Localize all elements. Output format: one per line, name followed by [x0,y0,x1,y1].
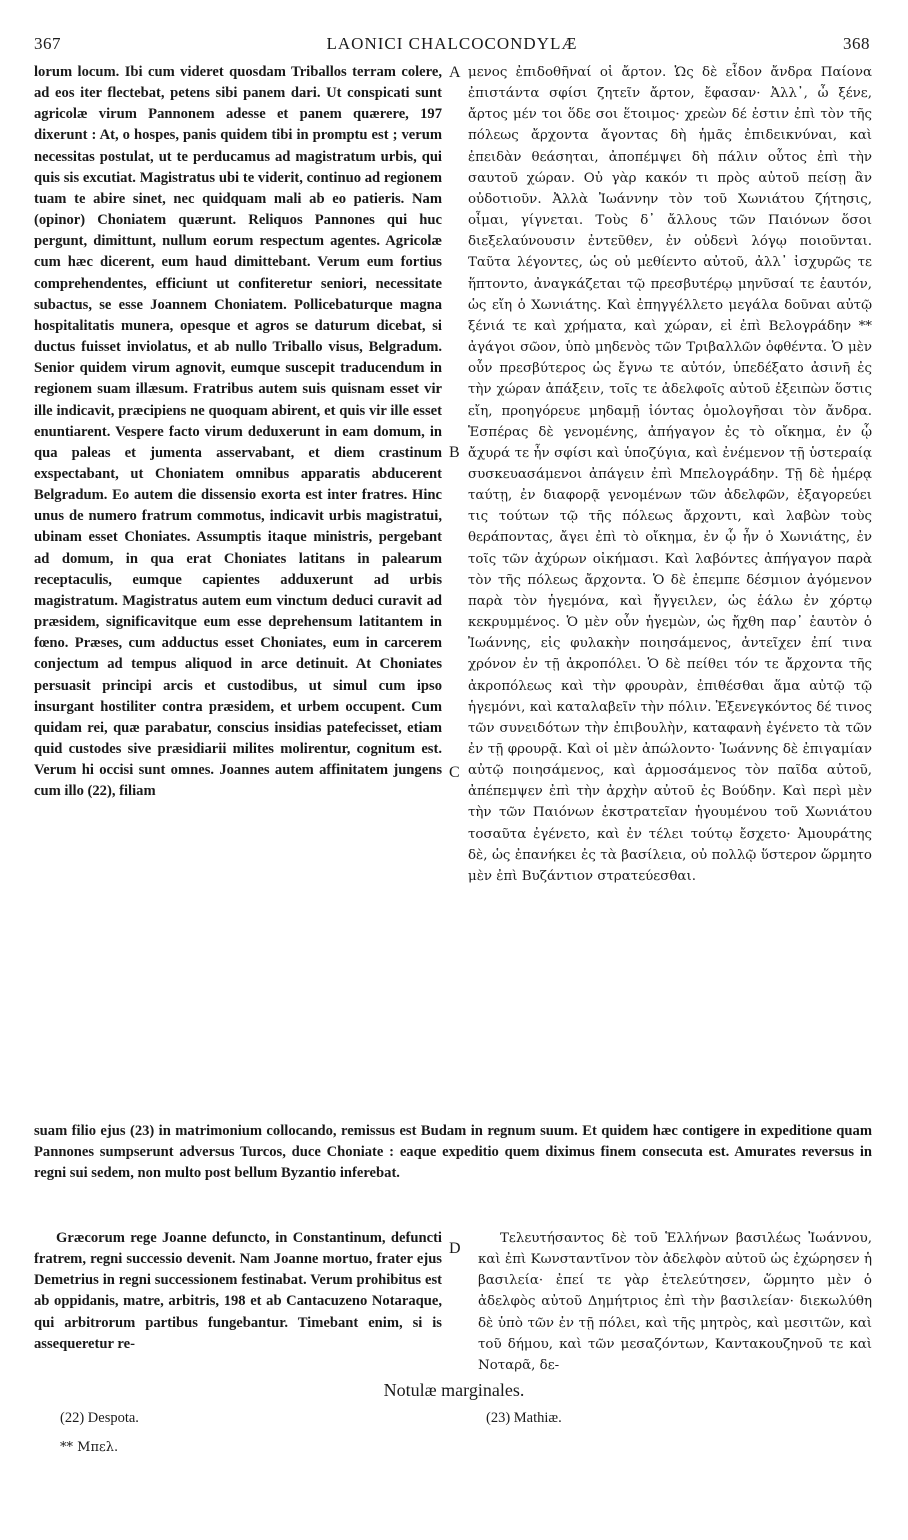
margin-marker-b: B [449,444,460,461]
greek-paragraph: μενος ἐπιδοθῆναί οἱ ἄρτον. Ὡς δὲ εἶδον ἄνδρα Παίονα ἐπιστάντα σφίσι ζητεῖν ἄρτον, ἔφασαν· Ἀλλ᾽, ὦ ξένε, ἄρτος μέν τοι ὅδε σοι ἕτοιμος· χρεὼν δέ ἐστιν ἐπὶ τὸν τῆς πόλεως ἄρχοντα ἄγοντας δὴ ἡμᾶς ἐπιδεικνύναι, καὶ ἐπειδὰν θεάσηται, ἀποπέμψει δὴ πάλιν οὗτος ἐπὶ τὴν σαυτοῦ χώραν. Οὐ γὰρ κακόν τι πρὸς αὐτοῦ πείσῃ ἂν οὐδοτιοῦν. Ἀλλὰ Ἰωάννην τὸν τοῦ Χωνιάτου ζήτησις, οἶμαι, γίγνεται. Τοὺς δ᾽ ἄλλους τῶν Παιόνων ὅσοι διεξελαύνουσιν ἐντεῦθεν, ἐν οὐδενὶ λόγῳ ποιοῦνται. Ταῦτα λέγοντες, ὡς οὐ μεθίεντο αὐτοῦ, ἀλλ᾽ ἰσχυρῶς τε ἥπτοντο, ἀναγκάζεται τῷ πρεσβυτέρῳ μηνῦσαί τε ἑαυτόν, ὡς εἴη ὁ Χωνιάτης. Καὶ ἐπηγγέλλετο μεγάλα δοῦναι αὐτῷ ξένιά τε καὶ χρήματα, καὶ χώραν, εἰ ἐπὶ Βελογράδην ** ἀγάγοι σῶον, ὑπὸ μηδενὸς τῶν Τριβαλλῶν ὀφθέντα. Ὁ μὲν οὖν πρεσβύτερος ὡς ἔγνω τε αὐτόν, ὑπεδέξατο ἀσινῆ ἐς τὴν χώραν ἀπάξειν, τοῖς τε ἀδελφοῖς αὐτοῦ ἐξειπὼν ὅστις εἴη, προηγόρευε μηδαμῇ ἰόντας ὁμολογῆσαι τὸν ἄνδρα. Ἑσπέρας δὲ γενομένης, ἀπήγαγον ἐς τὸ οἴκημα, ἐν ᾧ ἄχυρά τε ἦν σφίσι καὶ ὑποζύγια, καὶ ἐνέμενον τῇ ὑστεραίᾳ συσκευασάμενοι ἀπάγειν ἐπὶ Μπελογράδην. Τῇ δὲ ἡμέρᾳ ταύτῃ, ἐν διαφορᾷ γενομένων τῶν ἀδελφῶν, ἐξαγορεύει τις τούτων τῷ τῆς πόλεως ἄρχοντι, καὶ λαβὼν τοὺς θεράποντας, ἄγει ἐπὶ τὸ οἴκημα, ἐν ᾧ ἦν ὁ Χωνιάτης, ἐν τοῖς τῶν ἀχύρων οἰκήμασι. Καὶ λαβόντες ἀπήγαγον παρὰ τὸν τῆς πόλεως ἄρχοντα. Ὁ δὲ ἐπεμπε δέσμιον ἀγόμενον παρὰ τὸν ἡγεμόνα, καὶ ἤγγειλεν, ὡς ἑάλω ἐν χόρτῳ κεκρυμμένος. Ὁ μὲν οὖν ἡγεμὼν, ὡς ἤχθη παρ᾽ ἑαυτὸν ὁ Ἰωάννης, εἰς φυλακὴν ποιησάμενος, ἀντεῖχεν ἐπί τινα χρόνον ἐν τῇ ἀκροπόλει. Ὁ δὲ πείθει τόν τε ἄρχοντα τῆς ἀκροπόλεως καὶ τὴν φρουρὰν, ἐπιθέσθαι ἅμα αὐτῷ τῷ ἡγεμόνι, καὶ καταλαβεῖν τὴν πόλιν. Ἐξενεγκόντος δέ τινος τῶν συνειδότων τὴν ἐπιβουλὴν, καταφανὴ ἐγένετο τὰ τῶν ἐν τῇ φρουρᾷ. Καὶ οἱ μὲν ἀπώλοντο· Ἰωάννης δὲ ἐπιγαμίαν αὐτῷ ποιησάμενος, καὶ ἁρμοσάμενος τὸν παῖδα αὐτοῦ, ἀπέπεμψεν ἐπὶ τὴν ἀρχὴν αὐτοῦ ἐς Βούδην. Καὶ περὶ μὲν τὴν τῶν Παιόνων ἐκστρατεῖαν ἡγουμένου τοῦ Χωνιάτου τοσαῦτα ἐγένετο, καὶ ἐν τέλει τούτῳ ἔσχετο· Ἀμουράτης δὲ, ὡς ἐπανήκει ἐς τὰ βασίλεια, οὐ πολλῷ ὕστερον ὥρμητο μὲν ἐπὶ Βυζάντιον στρατεύεσθαι. [468,65,872,884]
margin-marker-c: C [449,764,460,781]
marginal-notes-title: Notulæ marginales. [383,1380,525,1400]
running-title: LAONICI CHALCOCONDYLÆ [326,34,578,53]
greek-column [468,62,872,887]
note-22: (22) Despota. [60,1410,139,1426]
latin-paragraph: lorum locum. Ibi cum videret quosdam Triballos terram colere, ad eos iter flectebat, petens sibi panem dari. Ut conspicati sunt agricolæ virum Pannonem adesse et panem quærere, 197 dixerunt : At, o hospes, panis quidem tibi in promptu est ; verum necessitas postulat, ut te perducamus ad magistratum urbis, qui quis sis excutiat. Magistratus ubi te viderit, continuo ad regionem tuam te abire sinet, nec quidquam mali ab eo patieris. Nam (opinor) Choniatem quærunt. Reliquos Pannones qui huc pergunt, dimittunt, nullum eorum respectum agentes. Agricolæ cum hæc dicerent, eum haud dimittebant. Verum eum fortius comprehendentes, efficiunt ut confiteretur seniori, necessitate subactus, se esse Joannem Choniatem. Pollicebaturque magna hospitalitatis munera, opesque et agros se daturum dicebat, si ductus fuisset inviolatus, et ab nullo Triballo visus, Belgradum. Senior quidem virum agnovit, eumque suscepit traducendum in regionem suam illæsum. Fratribus autem suis quisnam esset vir ille indicavit, præcipiens ne quoquam abirent, et quis vir ille esset enuntiarent. Vespere facto virum deduxerunt in eam domum, in qua paleas et jumenta asservabant, et diem crastinum exspectabant, ut Choniatem omnibus apparatis abducerent Belgradum. Eo autem die dissensio exorta est inter fratres. Hinc unus de numero fratrum commotus, indicavit urbis magistratui, ubinam esset Choniates. Assumptis itaque ministris, pergebant ad domum, in qua erat Choniates latitans in palearum receptaculis, eumque capientes adduxerunt ad urbis magistratum. Magistratus autem eum vinctum deduci curavit ad præsidem, significavitque eum esse deprehensum latitantem in fœno. Præses, cum adductus esset Choniates, eum in carcerem conjectum ad tempus aliquod in arce detinuit. At Choniates persuasit principi arcis et custodibus, ut simul cum ipso insurgant hostiliter contra præsidem, et urbem occupent. Cum quidam rei, quæ parabatur, conscius insidias patefecisset, etiam quid custodes sive præsidiarii milites molirentur, cognitum est. Verum hi occisi sunt omnes. Joannes autem affinitatem jungens cum illo (22), filiam [34,64,442,800]
margin-marker-a: A [449,64,461,81]
greek-column-2 [478,1228,872,1376]
page-header [34,34,870,58]
full-width-paragraph: suam filio ejus (23) in matrimonium collocando, remissus est Budam in regnum suum. Et quidem hæc contigere in expeditione quam Pannones sumpserunt adversus Turcos, duce Choniate : eaque expeditio quem diximus finem consecuta est. Amurates reversus in regni sui sedem, non multo post bellum Byzantio inferebat. [34,1123,872,1181]
margin-marker-d: D [449,1240,461,1257]
note-23: (23) Mathiæ. [486,1410,562,1426]
latin-column [34,62,442,802]
page-number-left: 367 [34,34,61,53]
note-star: ** Μπελ. [60,1440,119,1455]
latin-paragraph-2: Græcorum rege Joanne defuncto, in Constantinum, defuncti fratrem, regni successio devenit. Nam Joanne mortuo, frater ejus Demetrius in regni successionem festinabat. Verum prohibitus est ab oppidanis, matre, arbitris, 198 et ab Cantacuzeno Notaraque, qui arbitrorum partibus fungebantur. Timebant enim, si is assequeretur re- [34,1230,442,1352]
latin-column-2 [34,1228,442,1355]
greek-paragraph-2: Τελευτήσαντος δὲ τοῦ Ἑλλήνων βασιλέως Ἰωάννου, καὶ ἐπὶ Κωνσταντῖνον τὸν ἀδελφὸν αὐτοῦ ὡς ἐχώρησεν ἡ βασιλεία· ἐπεί τε γὰρ ἐτελεύτησεν, ὥρμητο μὲν ὁ ἀδελφὸς αὐτοῦ Δημήτριος ἐπὶ τὴν βασιλείαν· διεκωλύθη δὲ ὑπὸ τῶν ἐν τῇ πόλει, καὶ τῆς μητρὸς, καὶ μεσιτῶν, καὶ τοῦ δήμου, καὶ τῶν μεσαζόντων, Καντακουζηνοῦ τε καὶ Νοταρᾶ, δε- [478,1231,872,1373]
page-number-right: 368 [843,34,870,53]
